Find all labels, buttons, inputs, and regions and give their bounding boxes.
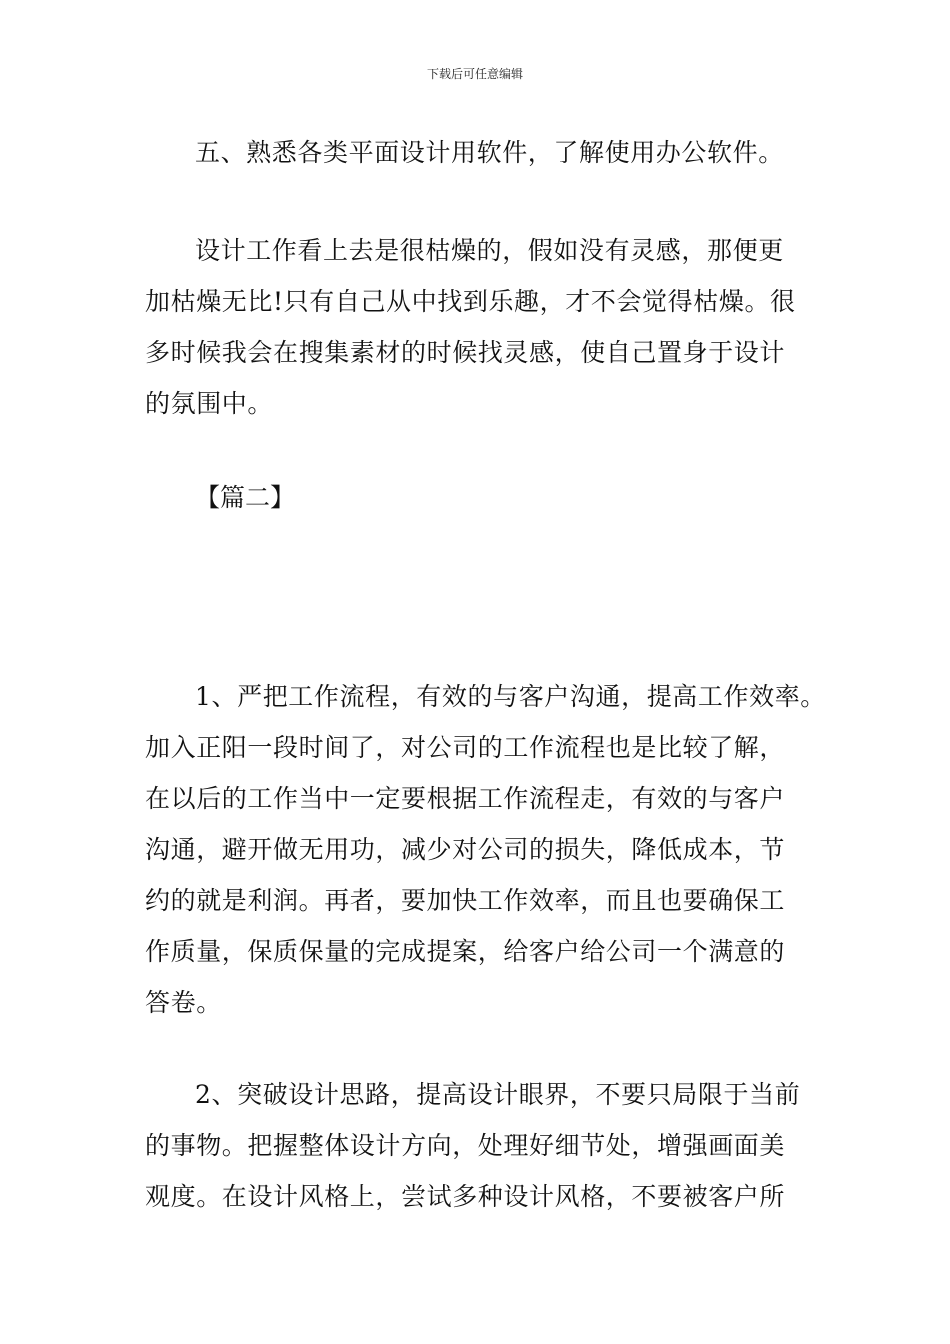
paragraph-line: 的事物。把握整体设计方向，处理好细节处，增强画面美 [145, 1131, 786, 1160]
paragraph-line: 加入正阳一段时间了，对公司的工作流程也是比较了解， [145, 733, 786, 762]
paragraph-software [145, 127, 825, 178]
paragraph-line: 作质量，保质保量的完成提案，给客户给公司一个满意的 [145, 937, 786, 966]
section-heading: 【篇二】 [195, 483, 296, 512]
paragraph-inspiration [145, 225, 825, 429]
paragraph-line: 五、熟悉各类平面设计用软件，了解使用办公软件。 [195, 138, 784, 167]
paragraph-line: 设计工作看上去是很枯燥的，假如没有灵感，那便更 [195, 236, 784, 265]
paragraph-line: 2、突破设计思路，提高设计眼界，不要只局限于当前 [195, 1080, 801, 1109]
paragraph-line: 沟通，避开做无用功，减少对公司的损失，降低成本，节 [145, 835, 786, 864]
paragraph-line: 加枯燥无比!只有自己从中找到乐趣，才不会觉得枯燥。很 [145, 287, 796, 316]
paragraph-line: 1、严把工作流程，有效的与客户沟通，提高工作效率。 [195, 682, 826, 711]
paragraph-line: 多时候我会在搜集素材的时候找灵感，使自己置身于设计 [145, 338, 786, 367]
paragraph-line: 在以后的工作当中一定要根据工作流程走，有效的与客户 [145, 784, 786, 813]
paragraph-design-thinking [145, 1069, 825, 1222]
paragraph-line: 的氛围中。 [145, 389, 274, 418]
paragraph-line: 观度。在设计风格上，尝试多种设计风格，不要被客户所 [145, 1182, 786, 1211]
paragraph-line: 答卷。 [145, 988, 222, 1017]
page-header: 下载后可任意编辑 [426, 67, 523, 81]
paragraph-line: 约的就是利润。再者，要加快工作效率，而且也要确保工 [145, 886, 786, 915]
paragraph-workflow [145, 671, 825, 1028]
